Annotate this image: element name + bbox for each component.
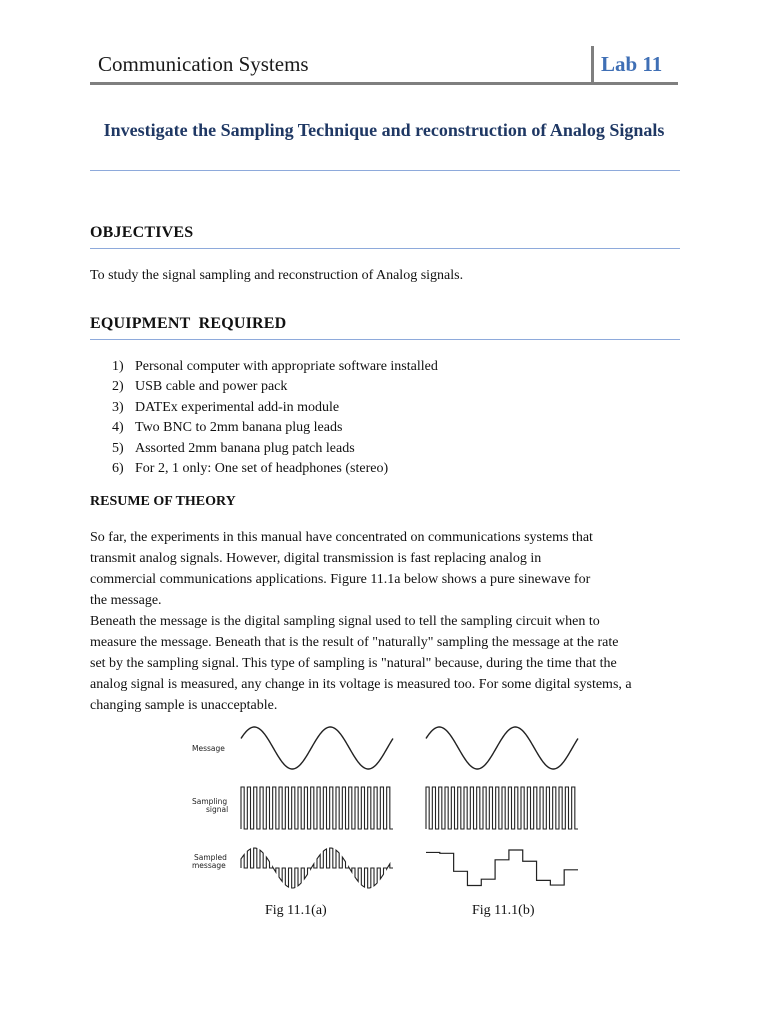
message-waveform-b	[426, 727, 578, 769]
equipment-list	[112, 357, 438, 479]
sampling-signal-a	[241, 787, 393, 829]
text-line: transmit analog signals. However, digital transmission is fast replacing analog in	[90, 551, 542, 566]
title-rule	[90, 170, 680, 171]
list-text: Personal computer with appropriate software installed	[135, 359, 438, 374]
list-number: 5)	[112, 440, 124, 456]
list-text: USB cable and power pack	[135, 379, 288, 395]
objectives-rule	[90, 248, 680, 249]
header-separator	[591, 46, 594, 83]
message-label: Message	[192, 744, 225, 753]
sampled-label: Sampled	[194, 853, 227, 862]
text-line: the message.	[90, 593, 162, 608]
list-number: 2)	[112, 379, 124, 395]
list-number: 4)	[112, 420, 124, 436]
text-line: changing sample is unacceptable.	[90, 698, 278, 713]
figure-caption-b: Fig 11.1(b)	[472, 903, 535, 918]
sampled-label: message	[192, 861, 226, 870]
list-number: 3)	[112, 399, 124, 415]
text-line: commercial communications applications. Figure 11.1a below shows a pure sinewave for	[90, 572, 591, 587]
document-title: Investigate the Sampling Technique and reconstruction of Analog Signals	[103, 120, 665, 140]
sampled-message-b	[426, 850, 578, 885]
list-number: 1)	[112, 359, 124, 374]
theory-heading: RESUME OF THEORY	[90, 494, 236, 509]
lab-number: Lab 11	[601, 52, 663, 76]
sampling-signal-b	[426, 787, 578, 829]
equipment-rule	[90, 339, 680, 340]
list-item	[112, 418, 438, 438]
list-text: For 2, 1 only: One set of headphones (stereo)	[135, 461, 389, 477]
list-text: Assorted 2mm banana plug patch leads	[135, 440, 355, 456]
text-line: set by the sampling signal. This type of sampling is "natural" because, during the time that the	[90, 656, 617, 671]
list-text: DATEx experimental add-in module	[135, 399, 340, 415]
objectives-text: To study the signal sampling and reconstruction of Analog signals.	[90, 268, 464, 283]
list-item	[112, 439, 438, 459]
sampling-figure	[186, 722, 586, 897]
text-line: measure the message. Beneath that is the result of "naturally" sampling the message at the rate	[90, 635, 619, 650]
sampling-label: Sampling	[192, 797, 228, 806]
list-item	[112, 377, 438, 397]
list-text: Two BNC to 2mm banana plug leads	[135, 420, 343, 436]
list-number: 6)	[112, 461, 124, 477]
text-line: analog signal is measured, any change in its voltage is measured too. For some digital systems, a	[90, 677, 632, 692]
message-waveform-a	[241, 727, 393, 769]
sampled-message-a	[241, 848, 393, 888]
theory-paragraph-1	[90, 527, 680, 716]
equipment-heading: EQUIPMENT REQUIRED	[90, 315, 287, 332]
objectives-heading: OBJECTIVES	[90, 224, 194, 241]
list-item	[112, 398, 438, 418]
course-title: Communication Systems	[98, 52, 309, 76]
figure-caption-a: Fig 11.1(a)	[265, 903, 327, 918]
list-item	[112, 357, 438, 377]
text-line: So far, the experiments in this manual have concentrated on communications systems that	[90, 530, 593, 545]
text-line: Beneath the message is the digital sampling signal used to tell the sampling circuit when to	[90, 614, 600, 629]
list-item	[112, 459, 438, 479]
sampling-label: signal	[206, 805, 229, 814]
header-rule	[90, 82, 678, 85]
